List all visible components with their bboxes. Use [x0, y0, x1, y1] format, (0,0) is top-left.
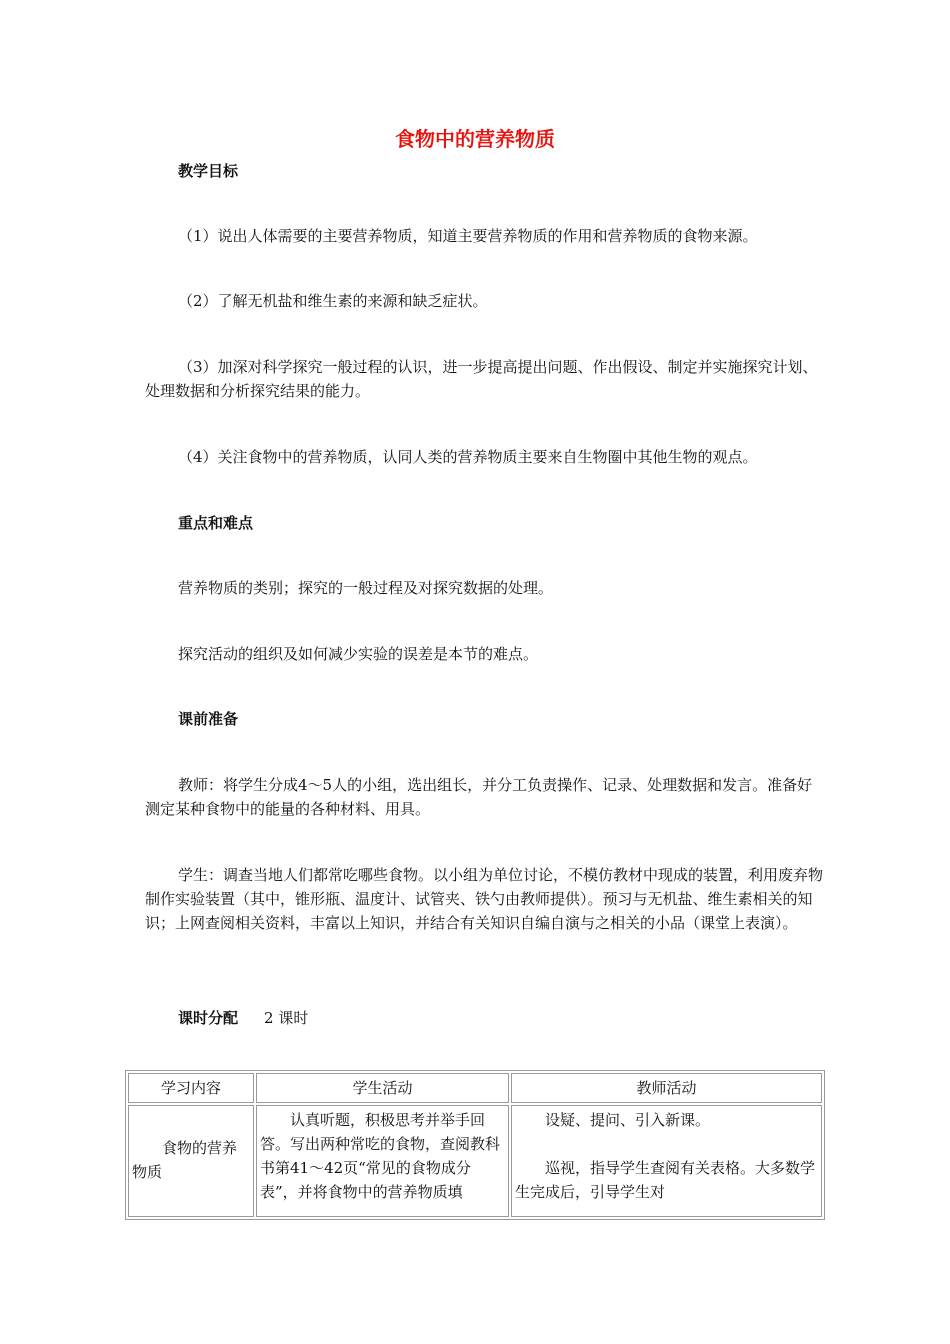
schedule-value: 2 课时 — [264, 1009, 309, 1027]
teacher-activity-2: 巡视，指导学生查阅有关表格。大多数学生完成后，引导学生对 — [515, 1159, 816, 1201]
cell-content: 食物的营养物质 — [128, 1105, 254, 1217]
document-title: 食物中的营养物质 — [395, 127, 555, 151]
table-header-row — [128, 1073, 822, 1103]
key-point-2: 探究活动的组织及如何减少实验的误差是本节的难点。 — [178, 645, 539, 663]
goal-item-3: （3）加深对科学探究一般过程的认识，进一步提高提出问题、作出假设、制定并实施探究计划、处理数据和分析探究结果的能力。 — [145, 358, 818, 400]
goal-item-1: （1）说出人体需要的主要营养物质，知道主要营养物质的作用和营养物质的食物来源。 — [178, 227, 758, 245]
cell-teacher — [511, 1105, 822, 1217]
schedule-line — [178, 1007, 308, 1028]
goal-item-2: （2）了解无机盐和维生素的来源和缺乏症状。 — [178, 292, 488, 310]
goals-heading: 教学目标 — [178, 162, 239, 180]
preparation-teacher: 教师：将学生分成4～5人的小组，选出组长，并分工负责操作、记录、处理数据和发言。准备好测定某种食物中的能量的各种材料、用具。 — [145, 776, 813, 818]
lesson-plan-table — [125, 1070, 825, 1220]
teacher-activity-1: 设疑、提问、引入新课。 — [545, 1111, 711, 1129]
table-row — [128, 1105, 822, 1217]
header-teacher: 教师活动 — [511, 1073, 822, 1103]
goal-item-4: （4）关注食物中的营养物质，认同人类的营养物质主要来自生物圈中其他生物的观点。 — [178, 448, 758, 466]
cell-student: 认真听题，积极思考并举手回答。写出两种常吃的食物，查阅教科书第41～42页“常见的食物成分表”，并将食物中的营养物质填 — [256, 1105, 509, 1217]
key-points-heading: 重点和难点 — [178, 514, 254, 532]
key-point-1: 营养物质的类别；探究的一般过程及对探究数据的处理。 — [178, 579, 554, 597]
header-student: 学生活动 — [256, 1073, 509, 1103]
schedule-heading: 课时分配 — [178, 1009, 239, 1027]
preparation-student: 学生：调查当地人们都常吃哪些食物。以小组为单位讨论，不模仿教材中现成的装置，利用废弃物制作实验装置（其中，锥形瓶、温度计、试管夹、铁勺由教师提供）。预习与无机盐、维生素相关的知识；上网查阅相关资料，丰富以上知识，并结合有关知识自编自演与之相关的小品（课堂上表演）。 — [145, 866, 824, 932]
header-content: 学习内容 — [128, 1073, 254, 1103]
preparation-heading: 课前准备 — [178, 710, 239, 728]
